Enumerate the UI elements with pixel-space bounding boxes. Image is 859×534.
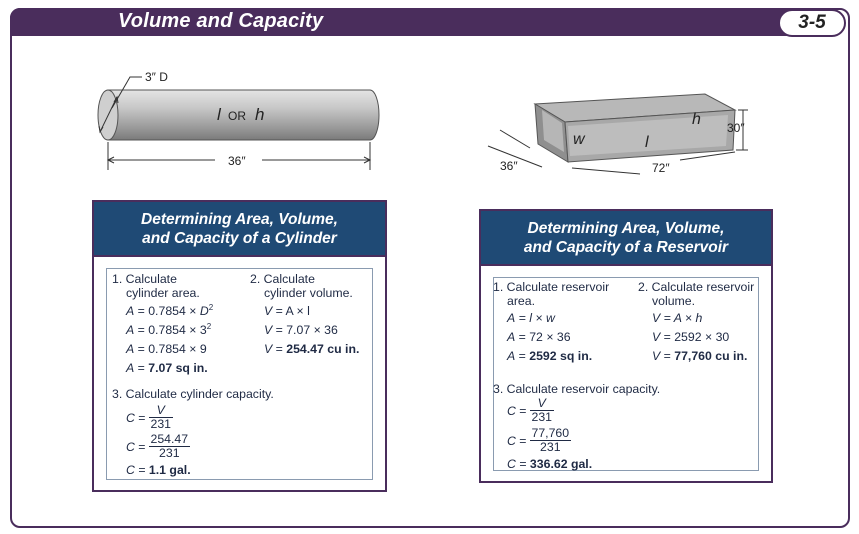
res-capacity-formula: C = $\frac{V}{231}$ — [507, 396, 553, 424]
cylinder-panel-header — [94, 202, 385, 257]
reservoir-panel — [479, 209, 773, 483]
page-title: Volume and Capacity — [118, 10, 324, 32]
diameter-label: 3″ D — [145, 70, 168, 84]
section-badge: 3-5 — [778, 9, 846, 37]
res-area-line-1: A = l × w — [507, 311, 555, 325]
res-capacity-substitution: C = $\frac{77,760}{231}$ — [507, 426, 570, 454]
res-area-result: A = 2592 sq in. — [507, 349, 593, 363]
length-dimension: 36″ — [228, 154, 246, 168]
cylinder-panel — [92, 200, 387, 492]
cyl-area-line-2: $A = 0.7854 \times 3^2$ — [126, 322, 212, 337]
reservoir-panel-title-line2: and Capacity of a Reservoir — [523, 239, 729, 256]
cyl-volume-line-2: V = 7.07 × 36 — [264, 323, 338, 337]
res-volume-result: V = 77,760 cu in. — [652, 349, 748, 363]
cyl-step1-title-a: 1. Calculate — [112, 272, 177, 286]
reservoir-panel-header — [481, 211, 771, 266]
res-capacity-result: C = 336.62 gal. — [507, 457, 593, 471]
box-width-dim: 36″ — [500, 159, 518, 173]
cyl-capacity-substitution: C = $\frac{254.47}{231}$ — [126, 432, 189, 460]
cylinder-panel-title-line1: Determining Area, Volume, — [141, 211, 338, 228]
box-length-dim: 72″ — [652, 161, 670, 175]
cyl-step1-title-b: cylinder area. — [126, 286, 200, 300]
reservoir-panel-title-line1: Determining Area, Volume, — [527, 220, 725, 237]
box-height-dim: 30″ — [727, 121, 745, 135]
cyl-capacity-result: C = 1.1 gal. — [126, 463, 191, 477]
res-volume-line-1: V = A × h — [652, 311, 703, 325]
cylinder-illustration — [90, 62, 390, 178]
cyl-step2-title-a: 2. Calculate — [250, 272, 315, 286]
length-label-l: l — [217, 105, 221, 124]
cyl-step3-title: 3. Calculate cylinder capacity. — [112, 387, 274, 401]
res-step3-title: 3. Calculate reservoir capacity. — [493, 382, 661, 396]
cyl-volume-result: V = 254.47 cu in. — [264, 342, 360, 356]
length-label-or: OR — [228, 109, 246, 123]
reservoir-illustration — [480, 80, 770, 180]
cyl-step2-title-b: cylinder volume. — [264, 286, 353, 300]
cyl-capacity-formula: C = $\frac{V}{231}$ — [126, 403, 172, 431]
box-label-l: l — [645, 134, 649, 151]
box-label-h: h — [692, 111, 701, 128]
cyl-area-line-1: $A = 0.7854 \times D^2$ — [126, 303, 214, 318]
res-volume-line-2: V = 2592 × 30 — [652, 330, 730, 344]
res-step1-title-b: area. — [507, 294, 536, 308]
res-step2-title-b: volume. — [652, 294, 696, 308]
res-step2-title-a: 2. Calculate reservoir — [638, 280, 755, 294]
res-area-line-2: A = 72 × 36 — [507, 330, 571, 344]
length-label-h: h — [255, 105, 265, 124]
cyl-volume-line-1: V = A × l — [264, 304, 310, 318]
cylinder-panel-title-line2: and Capacity of a Cylinder — [142, 230, 337, 247]
box-label-w: w — [573, 131, 585, 148]
cyl-area-line-3: A = 0.7854 × 9 — [126, 342, 207, 356]
res-step1-title-a: 1. Calculate reservoir — [493, 280, 610, 294]
cyl-area-result: A = 7.07 sq in. — [126, 361, 208, 375]
